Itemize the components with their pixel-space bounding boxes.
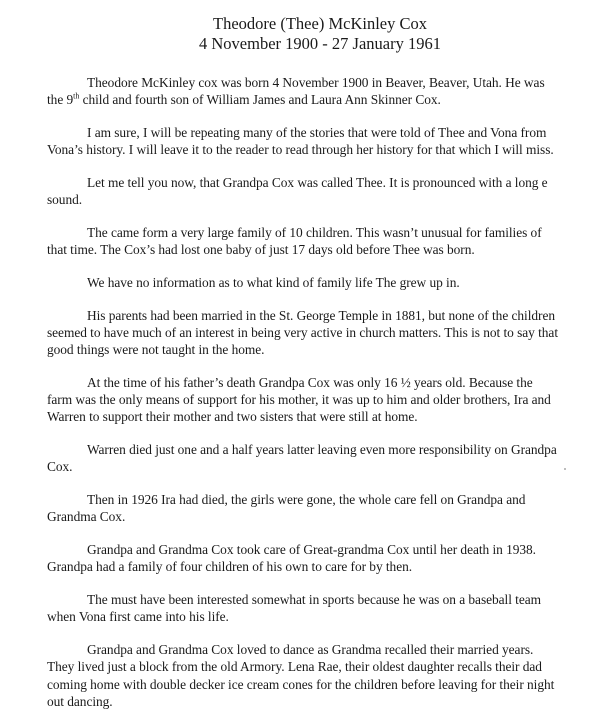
paragraph-line: Vona’s history. I will leave it to the reader to read through her history for that which I will miss. — [47, 142, 554, 158]
paragraph — [47, 441, 587, 475]
paragraph — [47, 591, 587, 625]
line-text: child and fourth son of William James and Laura Ann Skinner Cox. — [79, 92, 441, 108]
paragraph-line: Grandpa and Grandma Cox loved to dance as Grandma recalled their married years. — [87, 642, 534, 658]
paragraph-line: Let me tell you now, that Grandpa Cox was called Thee. It is pronounced with a long e — [87, 175, 548, 190]
paragraph-line: At the time of his father’s death Grandpa Cox was only 16 ½ years old. Because the — [87, 375, 533, 390]
paragraph — [47, 74, 587, 108]
document-title: Theodore (Thee) McKinley Cox — [213, 14, 427, 33]
paragraph-line: out dancing. — [47, 693, 113, 709]
body-text — [47, 74, 587, 710]
paragraph-line: coming home with double decker ice cream cones for the children before leaving for their night — [47, 676, 555, 692]
superscript: th — [73, 91, 80, 101]
paragraph-line — [47, 91, 587, 108]
paragraph-line: We have no information as to what kind of family life The grew up in. — [87, 275, 460, 290]
paragraph-line: Theodore McKinley cox was born 4 November 1900 in Beaver, Beaver, Utah. He was — [87, 75, 545, 90]
paragraph-line: Grandpa had a family of four children of his own to care for by then. — [47, 559, 413, 575]
paragraph-line: farm was the only means of support for his mother, it was up to him and older brothers, Ira and — [47, 392, 551, 408]
paragraph — [47, 641, 587, 710]
paragraph-line: Warren died just one and a half years latter leaving even more responsibility on Grandpa — [87, 442, 557, 458]
paragraph-line: The must have been interested somewhat in sports because he was on a baseball team — [87, 592, 542, 608]
document-dates: 4 November 1900 - 27 January 1961 — [199, 34, 441, 53]
title-block — [47, 14, 587, 54]
paragraph-line: Grandma Cox. — [47, 509, 126, 525]
paragraph — [47, 307, 587, 359]
scan-speck — [564, 468, 566, 470]
paragraph — [47, 124, 587, 158]
paragraph-line: good things were not taught in the home. — [47, 342, 265, 358]
paragraph — [47, 274, 587, 291]
paragraph-line: I am sure, I will be repeating many of the stories that were told of Thee and Vona from — [87, 125, 547, 140]
paragraph-line: Warren to support their mother and two sisters that were still at home. — [47, 409, 418, 425]
paragraph-line: seemed to have much of an interest in being very active in church matters. This is not to say that — [47, 325, 558, 340]
paragraph — [47, 541, 587, 575]
paragraph — [47, 174, 587, 208]
paragraph — [47, 491, 587, 525]
paragraph-line: sound. — [47, 192, 83, 208]
paragraph-line: Grandpa and Grandma Cox took care of Great-grandma Cox until her death in 1938. — [87, 542, 536, 558]
paragraph-line: The came form a very large family of 10 children. This wasn’t unusual for families of — [87, 225, 542, 240]
line-text: the 9 — [47, 92, 74, 108]
paragraph-line: Cox. — [47, 459, 73, 475]
paragraph-line: that time. The Cox’s had lost one baby of just 17 days old before Thee was born. — [47, 242, 475, 258]
paragraph — [47, 374, 587, 426]
paragraph-line: His parents had been married in the St. George Temple in 1881, but none of the children — [87, 307, 555, 323]
paragraph — [47, 224, 587, 258]
paragraph-line: Then in 1926 Ira had died, the girls were gone, the whole care fell on Grandpa and — [87, 492, 526, 508]
paragraph-line: They lived just a block from the old Armory. Lena Rae, their oldest daughter recalls their dad — [47, 659, 542, 675]
paragraph-line: when Vona first came into his life. — [47, 609, 229, 625]
